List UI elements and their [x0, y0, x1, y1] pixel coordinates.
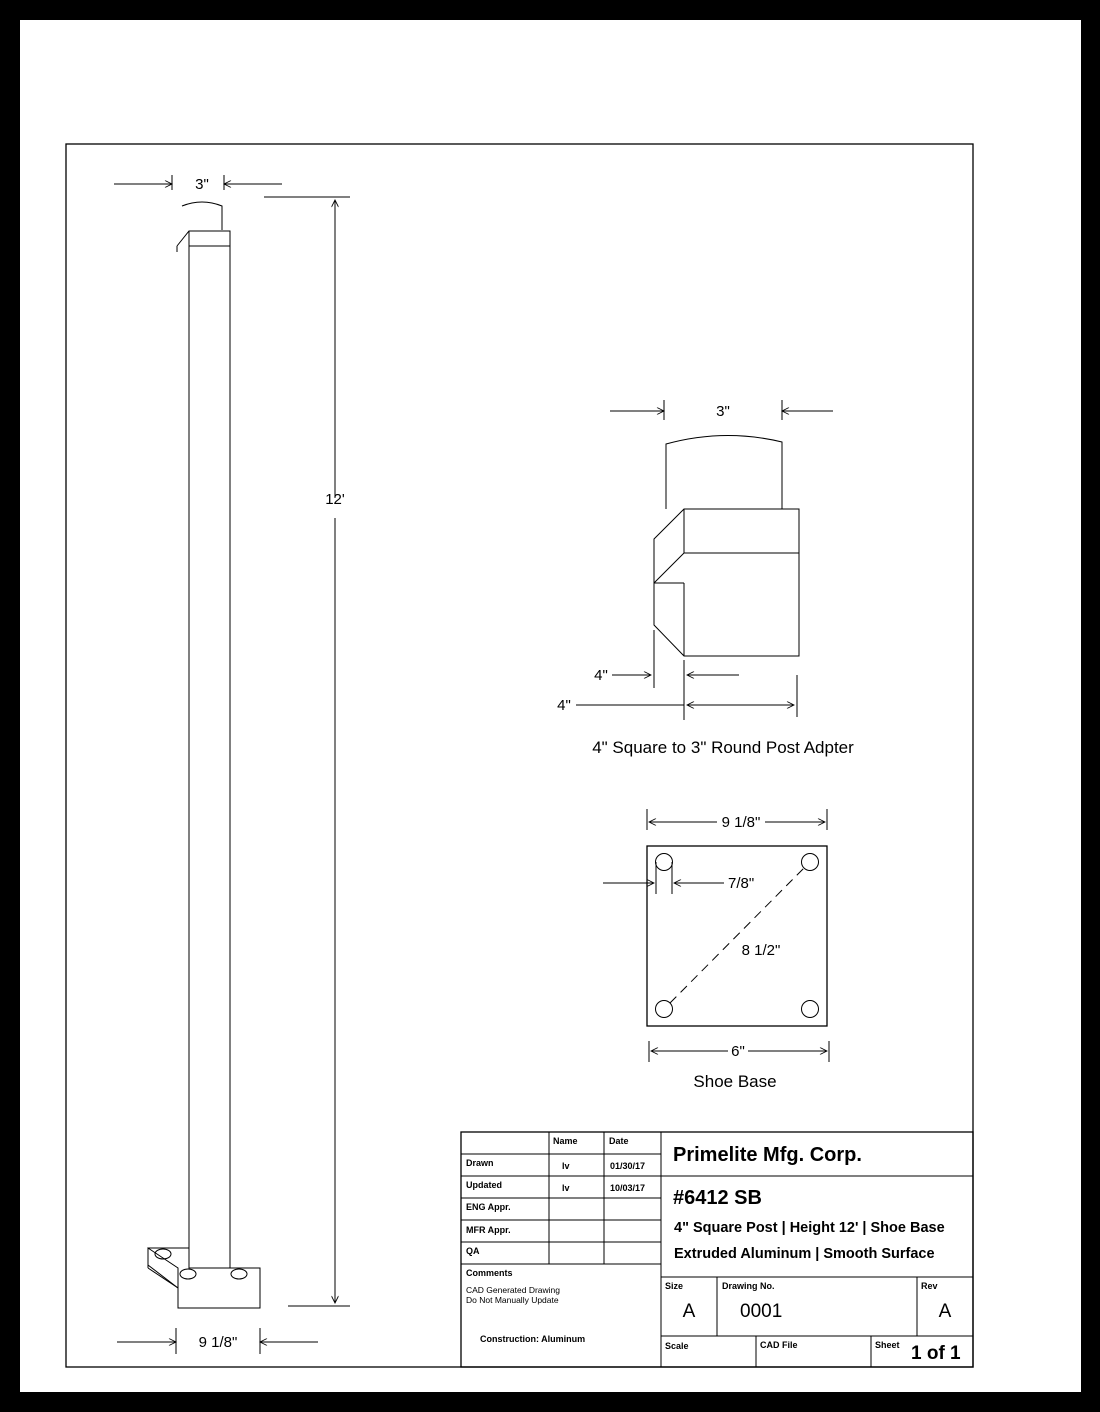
rev-value: A — [938, 1301, 952, 1322]
technical-drawing — [20, 20, 1081, 1392]
company-name: Primelite Mfg. Corp. — [673, 1144, 862, 1166]
shoe-base-caption: Shoe Base — [693, 1072, 777, 1091]
comments-line-2: Do Not Manually Update — [466, 1295, 559, 1305]
cad-file-label: CAD File — [760, 1340, 798, 1350]
base-top-width-dimension: 9 1/8" — [721, 814, 761, 831]
sheet-value: 1 of 1 — [911, 1343, 961, 1364]
comments-line-1: CAD Generated Drawing — [466, 1285, 561, 1295]
post-top-width-dimension: 3" — [195, 176, 209, 193]
drawing-no-label: Drawing No. — [722, 1281, 775, 1291]
base-bottom-width-dimension: 6" — [731, 1043, 745, 1060]
size-value: A — [682, 1301, 696, 1322]
scale-label: Scale — [665, 1341, 689, 1351]
description-line-2: Extruded Aluminum | Smooth Surface — [674, 1246, 935, 1262]
post-elevation-view — [114, 175, 350, 1354]
construction-note: Construction: Aluminum — [480, 1334, 586, 1344]
sheet-label: Sheet — [875, 1340, 900, 1350]
drawing-sheet — [20, 20, 1081, 1392]
rev-label: Rev — [921, 1281, 938, 1291]
row-qa-label: QA — [466, 1246, 480, 1256]
col-date-header: Date — [609, 1136, 629, 1146]
row-updated-label: Updated — [466, 1180, 502, 1190]
comments-label: Comments — [466, 1268, 513, 1278]
row-mfr-appr-label: MFR Appr. — [466, 1225, 511, 1235]
row-drawn-date: 01/30/17 — [610, 1161, 646, 1171]
base-hole-diagonal-dimension: 8 1/2" — [741, 942, 781, 959]
adapter-square-width-dimension: 4" — [557, 697, 571, 714]
size-label: Size — [665, 1281, 684, 1291]
row-drawn-name: lv — [562, 1161, 570, 1171]
row-updated-name: lv — [562, 1183, 570, 1193]
title-block — [461, 1132, 973, 1367]
row-eng-appr-label: ENG Appr. — [466, 1202, 511, 1212]
part-number: #6412 SB — [673, 1187, 762, 1209]
shoe-base-detail-view — [603, 809, 829, 1091]
adapter-detail-view — [557, 400, 854, 757]
col-name-header: Name — [553, 1136, 578, 1146]
row-updated-date: 10/03/17 — [610, 1183, 646, 1193]
adapter-offset-dimension: 4" — [594, 667, 608, 684]
adapter-caption: 4" Square to 3" Round Post Adpter — [592, 738, 854, 757]
drawing-no-value: 0001 — [740, 1301, 783, 1322]
row-drawn-label: Drawn — [466, 1158, 494, 1168]
description-line-1: 4" Square Post | Height 12' | Shoe Base — [674, 1220, 945, 1236]
adapter-round-width-dimension: 3" — [716, 403, 730, 420]
base-hole-diameter-dimension: 7/8" — [728, 875, 755, 892]
post-base-width-dimension: 9 1/8" — [198, 1334, 238, 1351]
post-height-dimension: 12' — [325, 491, 345, 508]
